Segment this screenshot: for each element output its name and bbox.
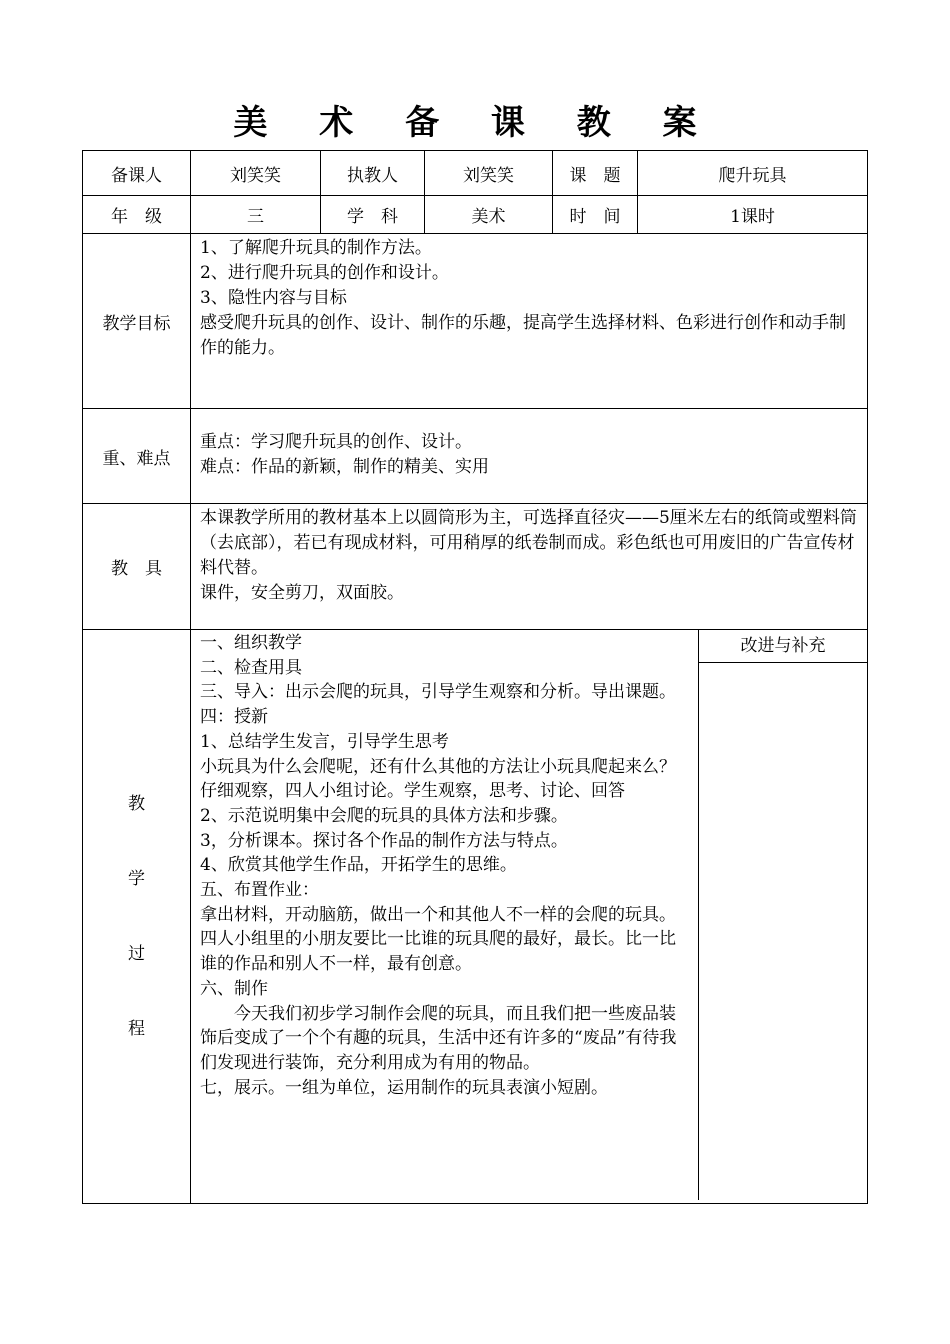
process-cell (191, 630, 868, 1204)
focus-row (83, 409, 868, 504)
process-line: 4、欣赏其他学生作品，开拓学生的思维。 (200, 855, 517, 876)
preparer-label: 备课人 (83, 151, 191, 196)
process-content (191, 630, 699, 1200)
preparer-value: 刘笑笑 (191, 151, 321, 196)
process-wrap (191, 630, 867, 1200)
topic-label: 课 题 (553, 151, 638, 196)
process-line: 2、示范说明集中会爬的玩具的具体方法和步骤。 (200, 805, 568, 826)
improvement-column (699, 630, 867, 1200)
goals-row (83, 234, 868, 409)
subject-label: 学 科 (321, 196, 425, 234)
process-line: 今天我们初步学习制作会爬的玩具，而且我们把一些废品装饰后变成了一个个有趣的玩具，生活中还有许多的“废品”有待我们发现进行装饰，充分利用成为有用的物品。 (200, 1003, 677, 1073)
tools-content (191, 504, 868, 630)
tools-label: 教 具 (83, 504, 191, 630)
tools-row (83, 504, 868, 630)
process-line: 三、导入：出示会爬的玩具，引导学生观察和分析。导出课题。 (200, 682, 676, 703)
goals-label: 教学目标 (83, 234, 191, 409)
focus-content (191, 409, 868, 504)
process-line: 一、组织教学 (200, 633, 302, 653)
process-line: 二、检查用具 (200, 657, 302, 678)
process-label-char: 程 (128, 1018, 145, 1039)
page-title: 美 术 备 课 教 案 (233, 103, 717, 143)
tools-line: 本课教学所用的教材基本上以圆筒形为主，可选择直径灾——5厘米左右的纸筒或塑料筒（去底部），若已有现成材料，可用稍厚的纸卷制而成。彩色纸也可用废旧的广告宣传材料代替。 (200, 508, 857, 578)
process-line: 四：授新 (200, 707, 268, 728)
process-label-char: 学 (128, 868, 145, 889)
lesson-plan-table (82, 150, 868, 1204)
goals-content (191, 234, 868, 409)
focus-line: 重点：学习爬升玩具的创作、设计。 (200, 432, 472, 452)
tools-line: 课件，安全剪刀，双面胶。 (200, 583, 404, 603)
focus-line: 难点：作品的新颖，制作的精美、实用 (200, 457, 489, 477)
process-line: 拿出材料，开动脑筋，做出一个和其他人不一样的会爬的玩具。四人小组里的小朋友要比一比谁的玩具爬的最好，最长。比一比谁的作品和别人不一样，最有创意。 (200, 904, 676, 975)
teacher-value: 刘笑笑 (425, 151, 553, 196)
goal-line: 3、隐性内容与目标 (200, 288, 347, 308)
goal-line: 1、了解爬升玩具的制作方法。 (200, 238, 432, 258)
grade-value: 三 (191, 196, 321, 234)
time-value: 1课时 (638, 196, 868, 234)
process-label (83, 630, 191, 1204)
process-line: 小玩具为什么会爬呢，还有什么其他的方法让小玩具爬起来么？ (200, 756, 676, 777)
grade-label: 年 级 (83, 196, 191, 234)
improvement-area (699, 663, 867, 1200)
subject-value: 美术 (425, 196, 553, 234)
process-line: 3，分析课本。探讨各个作品的制作方法与特点。 (200, 830, 568, 851)
header-row-1 (83, 151, 868, 196)
process-label-char: 过 (128, 943, 145, 964)
header-row-2 (83, 196, 868, 234)
process-line: 五、布置作业： (200, 880, 319, 901)
improvement-header: 改进与补充 (699, 630, 867, 663)
goal-line: 感受爬升玩具的创作、设计、制作的乐趣，提高学生选择材料、色彩进行创作和动手制作的能力。 (200, 313, 846, 358)
teacher-label: 执教人 (321, 151, 425, 196)
goal-line: 2、进行爬升玩具的创作和设计。 (200, 263, 449, 283)
topic-value: 爬升玩具 (638, 151, 868, 196)
time-label: 时 间 (553, 196, 638, 234)
process-line: 仔细观察，四人小组讨论。学生观察，思考、讨论、回答 (200, 781, 625, 802)
process-label-char: 教 (128, 793, 145, 814)
process-line: 七，展示。一组为单位，运用制作的玩具表演小短剧。 (200, 1077, 608, 1098)
process-line: 六、制作 (200, 978, 268, 999)
focus-label: 重、难点 (83, 409, 191, 504)
process-line: 1、总结学生发言，引导学生思考 (200, 731, 449, 752)
process-row (83, 630, 868, 1204)
